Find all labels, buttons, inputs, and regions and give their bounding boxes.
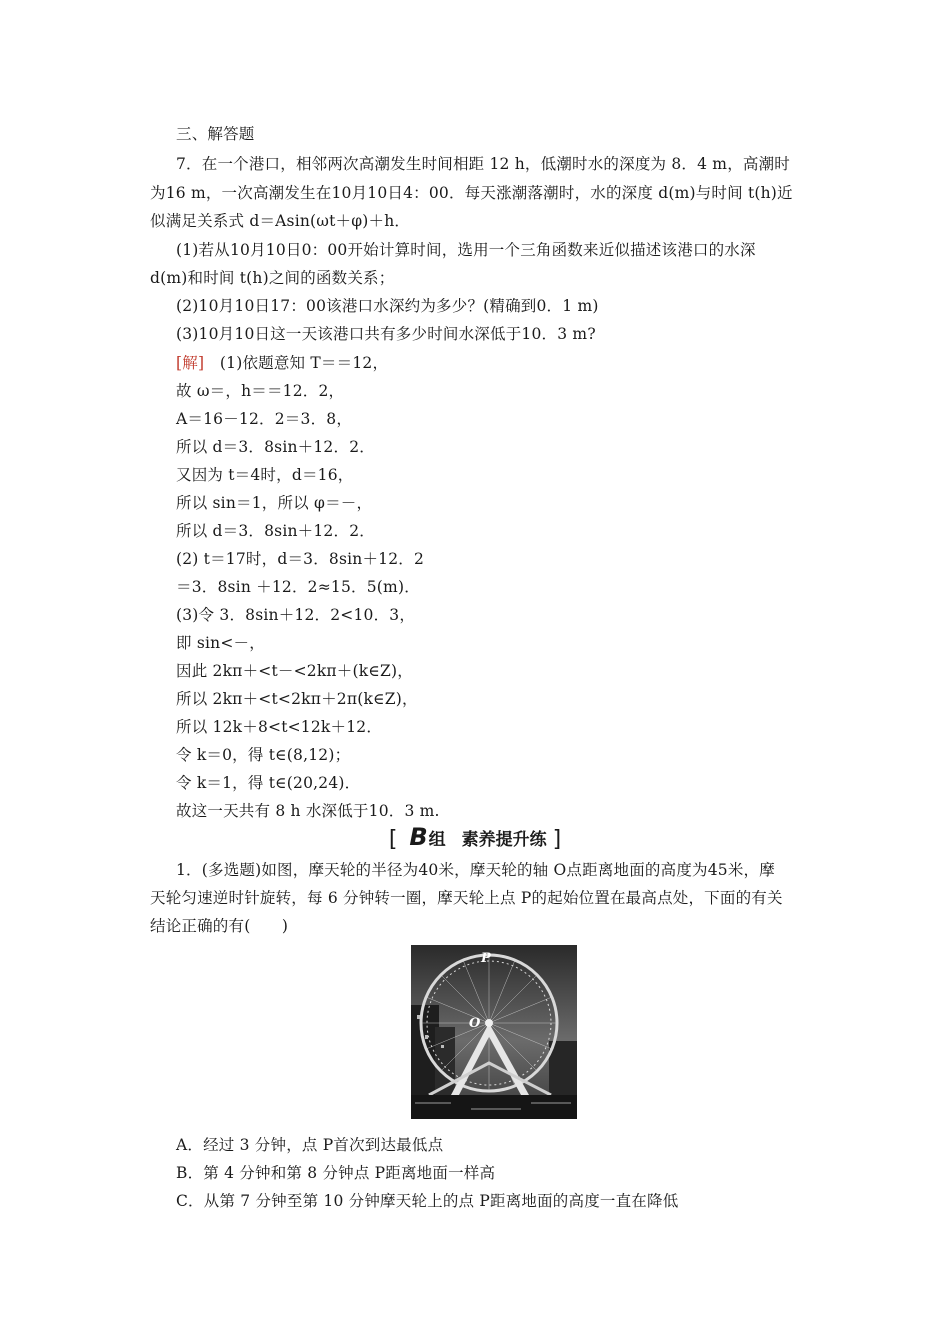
q1-option-c: C．从第 7 分钟至第 10 分钟摩天轮上的点 P距离地面的高度一直在降低 <box>176 1192 679 1210</box>
banner-letter: B <box>409 823 427 851</box>
solution-line: 令 k＝1，得 t∈(20,24)． <box>176 774 361 792</box>
solution-line: 又因为 t＝4时，d＝16， <box>176 466 354 484</box>
section-heading: 三、解答题 <box>176 125 255 143</box>
banner-title: 素养提升练 <box>461 830 547 850</box>
banner-close-bracket: ] <box>552 827 562 852</box>
solution-line: 故 ω＝，h＝＝12．2， <box>176 382 345 400</box>
solution-line: A＝16－12．2＝3．8， <box>176 410 353 428</box>
q7-line-1: 7．在一个港口，相邻两次高潮发生时间相距 12 h，低潮时水的深度为 8．4 m，高潮时 <box>176 155 790 173</box>
solution-line: 所以 sin＝1，所以 φ＝－， <box>176 494 373 512</box>
q1-option-b: B．第 4 分钟和第 8 分钟点 P距离地面一样高 <box>176 1164 496 1182</box>
q1-line-1: 1．(多选题)如图，摩天轮的半径为40米，摩天轮的轴 O点距离地面的高度为45米，摩 <box>176 861 775 879</box>
q7-line-3: 似满足关系式 d＝Asin(ωt＋φ)＋h． <box>150 212 411 230</box>
q7-part1-line-2: d(m)和时间 t(h)之间的函数关系； <box>150 269 395 287</box>
q1-option-a: A．经过 3 分钟，点 P首次到达最低点 <box>176 1136 444 1154</box>
solution-line: 因此 2kπ＋<t－<2kπ＋(k∈Z)， <box>176 662 413 680</box>
banner-open-bracket: [ <box>388 827 398 852</box>
q1-line-3: 结论正确的有( ) <box>150 917 289 935</box>
q1-line-2: 天轮匀速逆时针旋转，每 6 分钟转一圈，摩天轮上点 P的起始位置在最高点处，下面的有关 <box>150 889 783 907</box>
solution-line: ＝3．8sin ＋12．2≈15．5(m)． <box>176 578 420 596</box>
solution-line: 故这一天共有 8 h 水深低于10．3 m. <box>176 802 440 820</box>
banner-group: 组 <box>428 830 446 850</box>
solution-first-text: (1)依题意知 T＝＝12， <box>204 354 389 372</box>
label-p: P <box>481 951 491 966</box>
solution-line: 即 sin<－， <box>176 634 265 652</box>
solution-line: (3)令 3．8sin＋12．2<10．3， <box>176 606 416 624</box>
solution-line: 所以 d＝3．8sin＋12．2． <box>176 438 375 456</box>
ferris-wheel-photo <box>411 945 577 1119</box>
solution-tag: [解] <box>176 354 205 372</box>
solution-first-line <box>176 353 388 373</box>
section-banner <box>0 822 950 852</box>
label-o: O <box>469 1016 481 1031</box>
q7-part3: (3)10月10日这一天该港口共有多少时间水深低于10．3 m? <box>176 325 596 343</box>
solution-line: 令 k＝0，得 t∈(8,12)； <box>176 746 351 764</box>
solution-line: 所以 2kπ＋<t<2kπ＋2π(k∈Z)， <box>176 690 418 708</box>
solution-line: 所以 d＝3．8sin＋12．2． <box>176 522 375 540</box>
q7-line-2: 为16 m，一次高潮发生在10月10日4：00．每天涨潮落潮时，水的深度 d(m)与时间 t(h)近 <box>150 184 793 202</box>
q7-part1-line-1: (1)若从10月10日0：00开始计算时间，选用一个三角函数来近似描述该港口的水深 <box>176 241 756 259</box>
q7-part2: (2)10月10日17：00该港口水深约为多少？(精确到0．1 m) <box>176 297 599 315</box>
solution-line: 所以 12k＋8<t<12k＋12． <box>176 718 383 736</box>
solution-line: (2) t＝17时，d＝3．8sin＋12．2 <box>176 550 425 568</box>
